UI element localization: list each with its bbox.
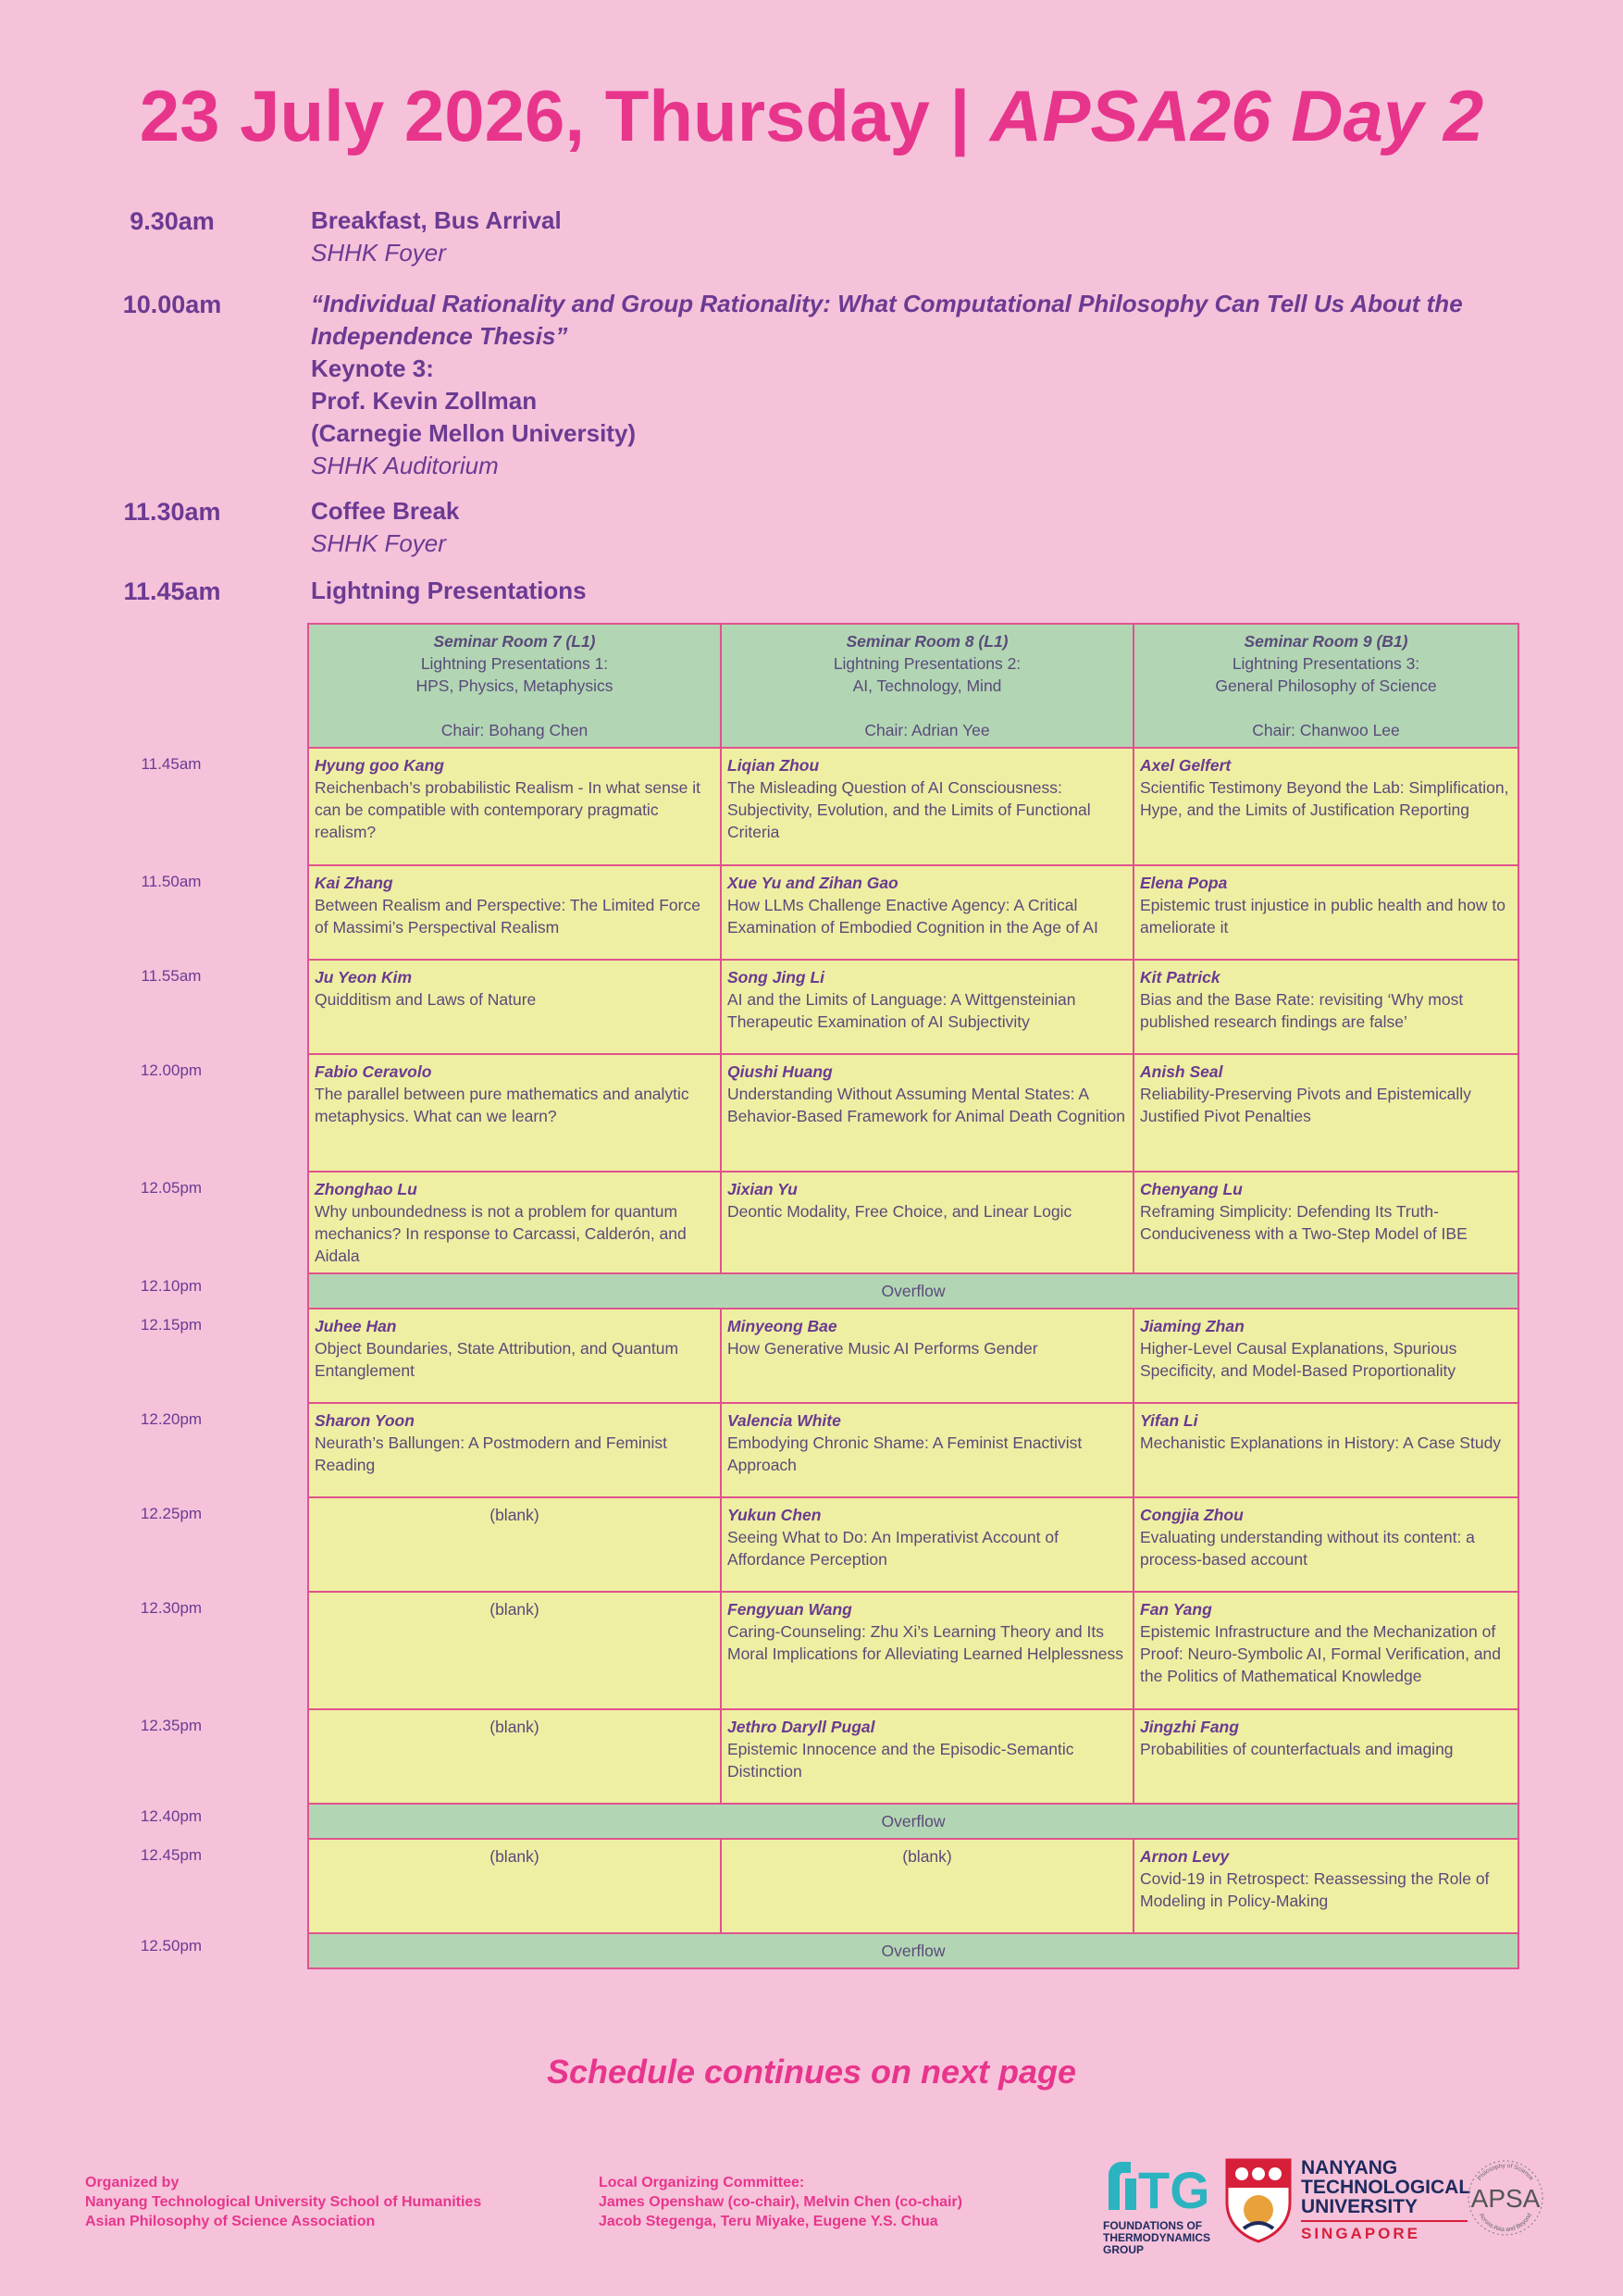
room-name: Seminar Room 7 (L1) <box>433 632 596 651</box>
row-time: 12.10pm <box>140 1277 203 1295</box>
talk-cell <box>1134 1172 1518 1273</box>
committee-chairs: James Openshaw (co-chair), Melvin Chen (co-chair) <box>599 2194 962 2210</box>
talk-cell <box>308 1403 721 1497</box>
speaker-name: Jethro Daryll Pugal <box>727 1718 875 1736</box>
keynote-title: “Individual Rationality and Group Rationality: What Computational Philosophy Can Tell Us About the Independence Thesis” <box>311 290 1463 350</box>
session-topic: HPS, Physics, Metaphysics <box>415 676 613 695</box>
talk-cell <box>308 1054 721 1172</box>
talk-cell <box>721 1403 1134 1497</box>
organized-by-label: Organized by <box>85 2175 180 2191</box>
talk-cell <box>308 1172 721 1273</box>
talk-title: Deontic Modality, Free Choice, and Linear Logic <box>727 1202 1072 1221</box>
speaker-name: Sharon Yoon <box>315 1411 415 1430</box>
schedule-venue: SHHK Foyer <box>311 239 446 267</box>
talk-cell <box>1134 1839 1518 1933</box>
talk-cell <box>721 1309 1134 1403</box>
session-name: Lightning Presentations 2: <box>833 654 1022 673</box>
session-name: Lightning Presentations 1: <box>420 654 609 673</box>
talk-title: Scientific Testimony Beyond the Lab: Simplification, Hype, and the Limits of Justification Reporting <box>1140 778 1509 819</box>
speaker-name: Yukun Chen <box>727 1506 822 1524</box>
row-time: 12.15pm <box>140 1316 203 1334</box>
ntu-crest-icon <box>1223 2156 1294 2243</box>
table-row <box>308 748 1518 865</box>
schedule-line: Coffee Break <box>311 497 460 525</box>
row-time: 12.40pm <box>140 1807 203 1825</box>
committee-label: Local Organizing Committee: <box>599 2175 805 2191</box>
schedule-line: Keynote 3: <box>311 354 434 382</box>
talk-cell <box>1134 1054 1518 1172</box>
talk-title: Neurath’s Ballungen: A Postmodern and Feminist Reading <box>315 1433 668 1474</box>
schedule-venue: SHHK Foyer <box>311 529 446 557</box>
schedule-time: 11.45am <box>123 577 221 605</box>
talk-cell <box>1134 1592 1518 1709</box>
row-time: 12.50pm <box>140 1937 203 1955</box>
table-row <box>308 1592 1518 1709</box>
row-time: 12.00pm <box>140 1061 203 1079</box>
session-topic: General Philosophy of Science <box>1215 676 1437 695</box>
speaker-name: Congjia Zhou <box>1140 1506 1244 1524</box>
talk-cell <box>721 1497 1134 1592</box>
schedule-venue: SHHK Auditorium <box>311 452 499 479</box>
speaker-name: Jixian Yu <box>727 1180 798 1198</box>
talk-title: How Generative Music AI Performs Gender <box>727 1339 1038 1358</box>
blank-cell: (blank) <box>721 1839 1134 1933</box>
talk-cell <box>308 748 721 865</box>
talk-title: Epistemic trust injustice in public health and how to ameliorate it <box>1140 896 1505 937</box>
organizer-apsa: Asian Philosophy of Science Association <box>85 2214 376 2229</box>
lightning-grid <box>307 623 1519 1969</box>
speaker-name: Fabio Ceravolo <box>315 1062 432 1081</box>
table-row <box>308 1172 1518 1273</box>
talk-title: Higher-Level Causal Explanations, Spurious Specificity, and Model-Based Proportionality <box>1140 1339 1457 1380</box>
talk-cell <box>308 865 721 960</box>
schedule-body <box>311 205 1514 269</box>
talk-cell <box>721 748 1134 865</box>
row-time: 12.45pm <box>140 1846 203 1864</box>
talk-cell <box>721 1054 1134 1172</box>
row-time: 12.20pm <box>140 1410 203 1428</box>
svg-text:APSA: APSA <box>1470 2184 1541 2213</box>
footer-organizers <box>85 2173 481 2231</box>
page-title <box>0 74 1623 158</box>
title-event: APSA26 Day 2 <box>990 75 1484 156</box>
talk-cell <box>1134 1709 1518 1804</box>
table-row <box>308 1933 1518 1968</box>
talk-title: Caring-Counseling: Zhu Xi’s Learning Theory and Its Moral Implications for Alleviating Learned Helplessness <box>727 1622 1123 1663</box>
speaker-name: Ju Yeon Kim <box>315 968 413 987</box>
talk-title: Evaluating understanding without its content: a process-based account <box>1140 1528 1475 1569</box>
apsa-logo <box>1464 2156 1547 2244</box>
talk-title: AI and the Limits of Language: A Wittgensteinian Therapeutic Examination of AI Subjectivity <box>727 990 1076 1031</box>
talk-cell <box>1134 865 1518 960</box>
table-row <box>308 1054 1518 1172</box>
session-name: Lightning Presentations 3: <box>1232 654 1420 673</box>
session-spacer <box>727 697 1127 719</box>
row-time: 12.35pm <box>140 1717 203 1734</box>
talk-title: Understanding Without Assuming Mental States: A Behavior-Based Framework for Animal Death Cognition <box>727 1085 1125 1125</box>
speaker-name: Qiushi Huang <box>727 1062 833 1081</box>
talk-title: Reframing Simplicity: Defending Its Truth-Conduciveness with a Two-Step Model of IBE <box>1140 1202 1468 1243</box>
room-header <box>308 624 721 748</box>
room-name: Seminar Room 8 (L1) <box>846 632 1009 651</box>
svg-text:Across Asia and Beyond: Across Asia and Beyond <box>1477 2212 1533 2234</box>
speaker-name: Zhonghao Lu <box>315 1180 417 1198</box>
schedule-body <box>311 495 1514 560</box>
continues-note: Schedule continues on next page <box>546 2053 1077 2091</box>
room-header <box>721 624 1134 748</box>
talk-title: Reliability-Preserving Pivots and Epistemically Justified Pivot Penalties <box>1140 1085 1471 1125</box>
speaker-name: Chenyang Lu <box>1140 1180 1243 1198</box>
schedule-body <box>311 288 1514 482</box>
talk-title: Bias and the Base Rate: revisiting ‘Why most published research findings are false’ <box>1140 990 1464 1031</box>
talk-title: The parallel between pure mathematics and analytic metaphysics. What can we learn? <box>315 1085 689 1125</box>
session-topic: AI, Technology, Mind <box>852 676 1002 695</box>
grid-header-row <box>308 624 1518 748</box>
talk-title: Why unboundedness is not a problem for quantum mechanics? In response to Carcassi, Calderón, and Aidala <box>315 1202 687 1265</box>
speaker-name: Jingzhi Fang <box>1140 1718 1239 1736</box>
talk-title: Seeing What to Do: An Imperativist Account of Affordance Perception <box>727 1528 1059 1569</box>
committee-members: Jacob Stegenga, Teru Miyake, Eugene Y.S. Chua <box>599 2214 938 2229</box>
table-row <box>308 865 1518 960</box>
talk-title: Epistemic Infrastructure and the Mechanization of Proof: Neuro-Symbolic AI, Formal Verification, and the Politics of Mathematical Knowledge <box>1140 1622 1502 1685</box>
speaker-name: Kit Patrick <box>1140 968 1220 987</box>
talk-cell <box>1134 960 1518 1054</box>
row-time: 11.55am <box>141 967 202 985</box>
speaker-name: Jiaming Zhan <box>1140 1317 1245 1335</box>
schedule-line: Lightning Presentations <box>311 577 587 604</box>
blank-cell: (blank) <box>308 1709 721 1804</box>
speaker-name: Elena Popa <box>1140 874 1228 892</box>
ftg-mark-icon <box>1103 2156 1207 2214</box>
table-row <box>308 1309 1518 1403</box>
row-time: 12.25pm <box>140 1505 203 1522</box>
schedule-line: Breakfast, Bus Arrival <box>311 206 562 234</box>
talk-title: Quidditism and Laws of Nature <box>315 990 537 1009</box>
speaker-name: Liqian Zhou <box>727 756 820 775</box>
speaker-name: Anish Seal <box>1140 1062 1223 1081</box>
talk-title: Epistemic Innocence and the Episodic-Semantic Distinction <box>727 1740 1074 1781</box>
schedule-time: 9.30am <box>130 207 215 235</box>
ntu-line-3: UNIVERSITY <box>1301 2196 1419 2217</box>
blank-cell: (blank) <box>308 1497 721 1592</box>
row-time: 12.30pm <box>140 1599 203 1617</box>
row-time: 11.50am <box>141 873 202 890</box>
table-row <box>308 1273 1518 1309</box>
organizer-ntu: Nanyang Technological University School of Humanities <box>85 2194 482 2210</box>
talk-cell <box>721 1709 1134 1804</box>
talk-title: Mechanistic Explanations in History: A Case Study <box>1140 1433 1502 1452</box>
svg-text:TG: TG <box>1138 2161 1207 2214</box>
talk-title: Reichenbach’s probabilistic Realism - In what sense it can be compatible with contemporary pragmatic realism? <box>315 778 700 841</box>
svg-text:Philosophy of Science: Philosophy of Science <box>1476 2162 1535 2182</box>
talk-title: The Misleading Question of AI Consciousness: Subjectivity, Evolution, and the Limits of Functional Criteria <box>727 778 1091 841</box>
ftg-line-2: THERMODYNAMICS <box>1103 2231 1210 2244</box>
speaker-name: Juhee Han <box>315 1317 397 1335</box>
talk-cell <box>1134 1309 1518 1403</box>
overflow-cell: Overflow <box>308 1804 1518 1839</box>
talk-cell <box>721 865 1134 960</box>
overflow-cell: Overflow <box>308 1273 1518 1309</box>
table-row <box>308 1804 1518 1839</box>
talk-cell <box>721 960 1134 1054</box>
apsa-seal-icon <box>1464 2156 1547 2240</box>
speaker-name: Valencia White <box>727 1411 841 1430</box>
ftg-line-1: FOUNDATIONS OF <box>1103 2219 1203 2232</box>
talk-title: Probabilities of counterfactuals and imaging <box>1140 1740 1454 1758</box>
speaker-name: Fengyuan Wang <box>727 1600 852 1619</box>
talk-cell <box>308 960 721 1054</box>
schedule-line: Prof. Kevin Zollman <box>311 387 538 415</box>
talk-title: How LLMs Challenge Enactive Agency: A Critical Examination of Embodied Cognition in the Age of AI <box>727 896 1098 937</box>
room-header <box>1134 624 1518 748</box>
talk-cell <box>308 1309 721 1403</box>
table-row <box>308 960 1518 1054</box>
ntu-singapore: SINGAPORE <box>1301 2220 1468 2243</box>
row-time: 11.45am <box>141 755 202 773</box>
session-spacer <box>315 697 714 719</box>
speaker-name: Hyung goo Kang <box>315 756 444 775</box>
ntu-line-2: TECHNOLOGICAL <box>1301 2177 1471 2198</box>
talk-title: Between Realism and Perspective: The Limited Force of Massimi’s Perspectival Realism <box>315 896 700 937</box>
talk-title: Covid-19 in Retrospect: Reassessing the Role of Modeling in Policy-Making <box>1140 1869 1490 1910</box>
session-chair: Chair: Bohang Chen <box>440 721 588 739</box>
row-time: 12.05pm <box>140 1179 203 1197</box>
schedule-line: (Carnegie Mellon University) <box>311 419 637 447</box>
table-row <box>308 1403 1518 1497</box>
footer-committee <box>599 2173 962 2231</box>
speaker-name: Xue Yu and Zihan Gao <box>727 874 898 892</box>
speaker-name: Minyeong Bae <box>727 1317 837 1335</box>
table-row <box>308 1497 1518 1592</box>
speaker-name: Kai Zhang <box>315 874 393 892</box>
talk-cell <box>721 1592 1134 1709</box>
session-chair: Chair: Chanwoo Lee <box>1252 721 1400 739</box>
speaker-name: Song Jing Li <box>727 968 824 987</box>
schedule-time: 10.00am <box>122 291 222 318</box>
talk-cell <box>1134 1497 1518 1592</box>
overflow-cell: Overflow <box>308 1933 1518 1968</box>
table-row <box>308 1709 1518 1804</box>
session-spacer <box>1140 697 1512 719</box>
title-date: 23 July 2026, Thursday | <box>139 75 990 156</box>
speaker-name: Fan Yang <box>1140 1600 1212 1619</box>
ftg-line-3: GROUP <box>1103 2243 1145 2256</box>
blank-cell: (blank) <box>308 1839 721 1933</box>
schedule-time: 11.30am <box>123 498 221 526</box>
talk-cell <box>721 1172 1134 1273</box>
speaker-name: Arnon Levy <box>1140 1847 1230 1866</box>
blank-cell: (blank) <box>308 1592 721 1709</box>
talk-title: Object Boundaries, State Attribution, and Quantum Entanglement <box>315 1339 679 1380</box>
speaker-name: Axel Gelfert <box>1140 756 1232 775</box>
ftg-logo <box>1103 2156 1210 2256</box>
talk-cell <box>1134 1403 1518 1497</box>
talk-cell <box>1134 748 1518 865</box>
ntu-line-1: NANYANG <box>1301 2157 1398 2178</box>
room-name: Seminar Room 9 (B1) <box>1244 632 1408 651</box>
talk-title: Embodying Chronic Shame: A Feminist Enactivist Approach <box>727 1433 1083 1474</box>
table-row <box>308 1839 1518 1933</box>
speaker-name: Yifan Li <box>1140 1411 1198 1430</box>
schedule-body <box>311 575 1514 607</box>
session-chair: Chair: Adrian Yee <box>864 721 990 739</box>
